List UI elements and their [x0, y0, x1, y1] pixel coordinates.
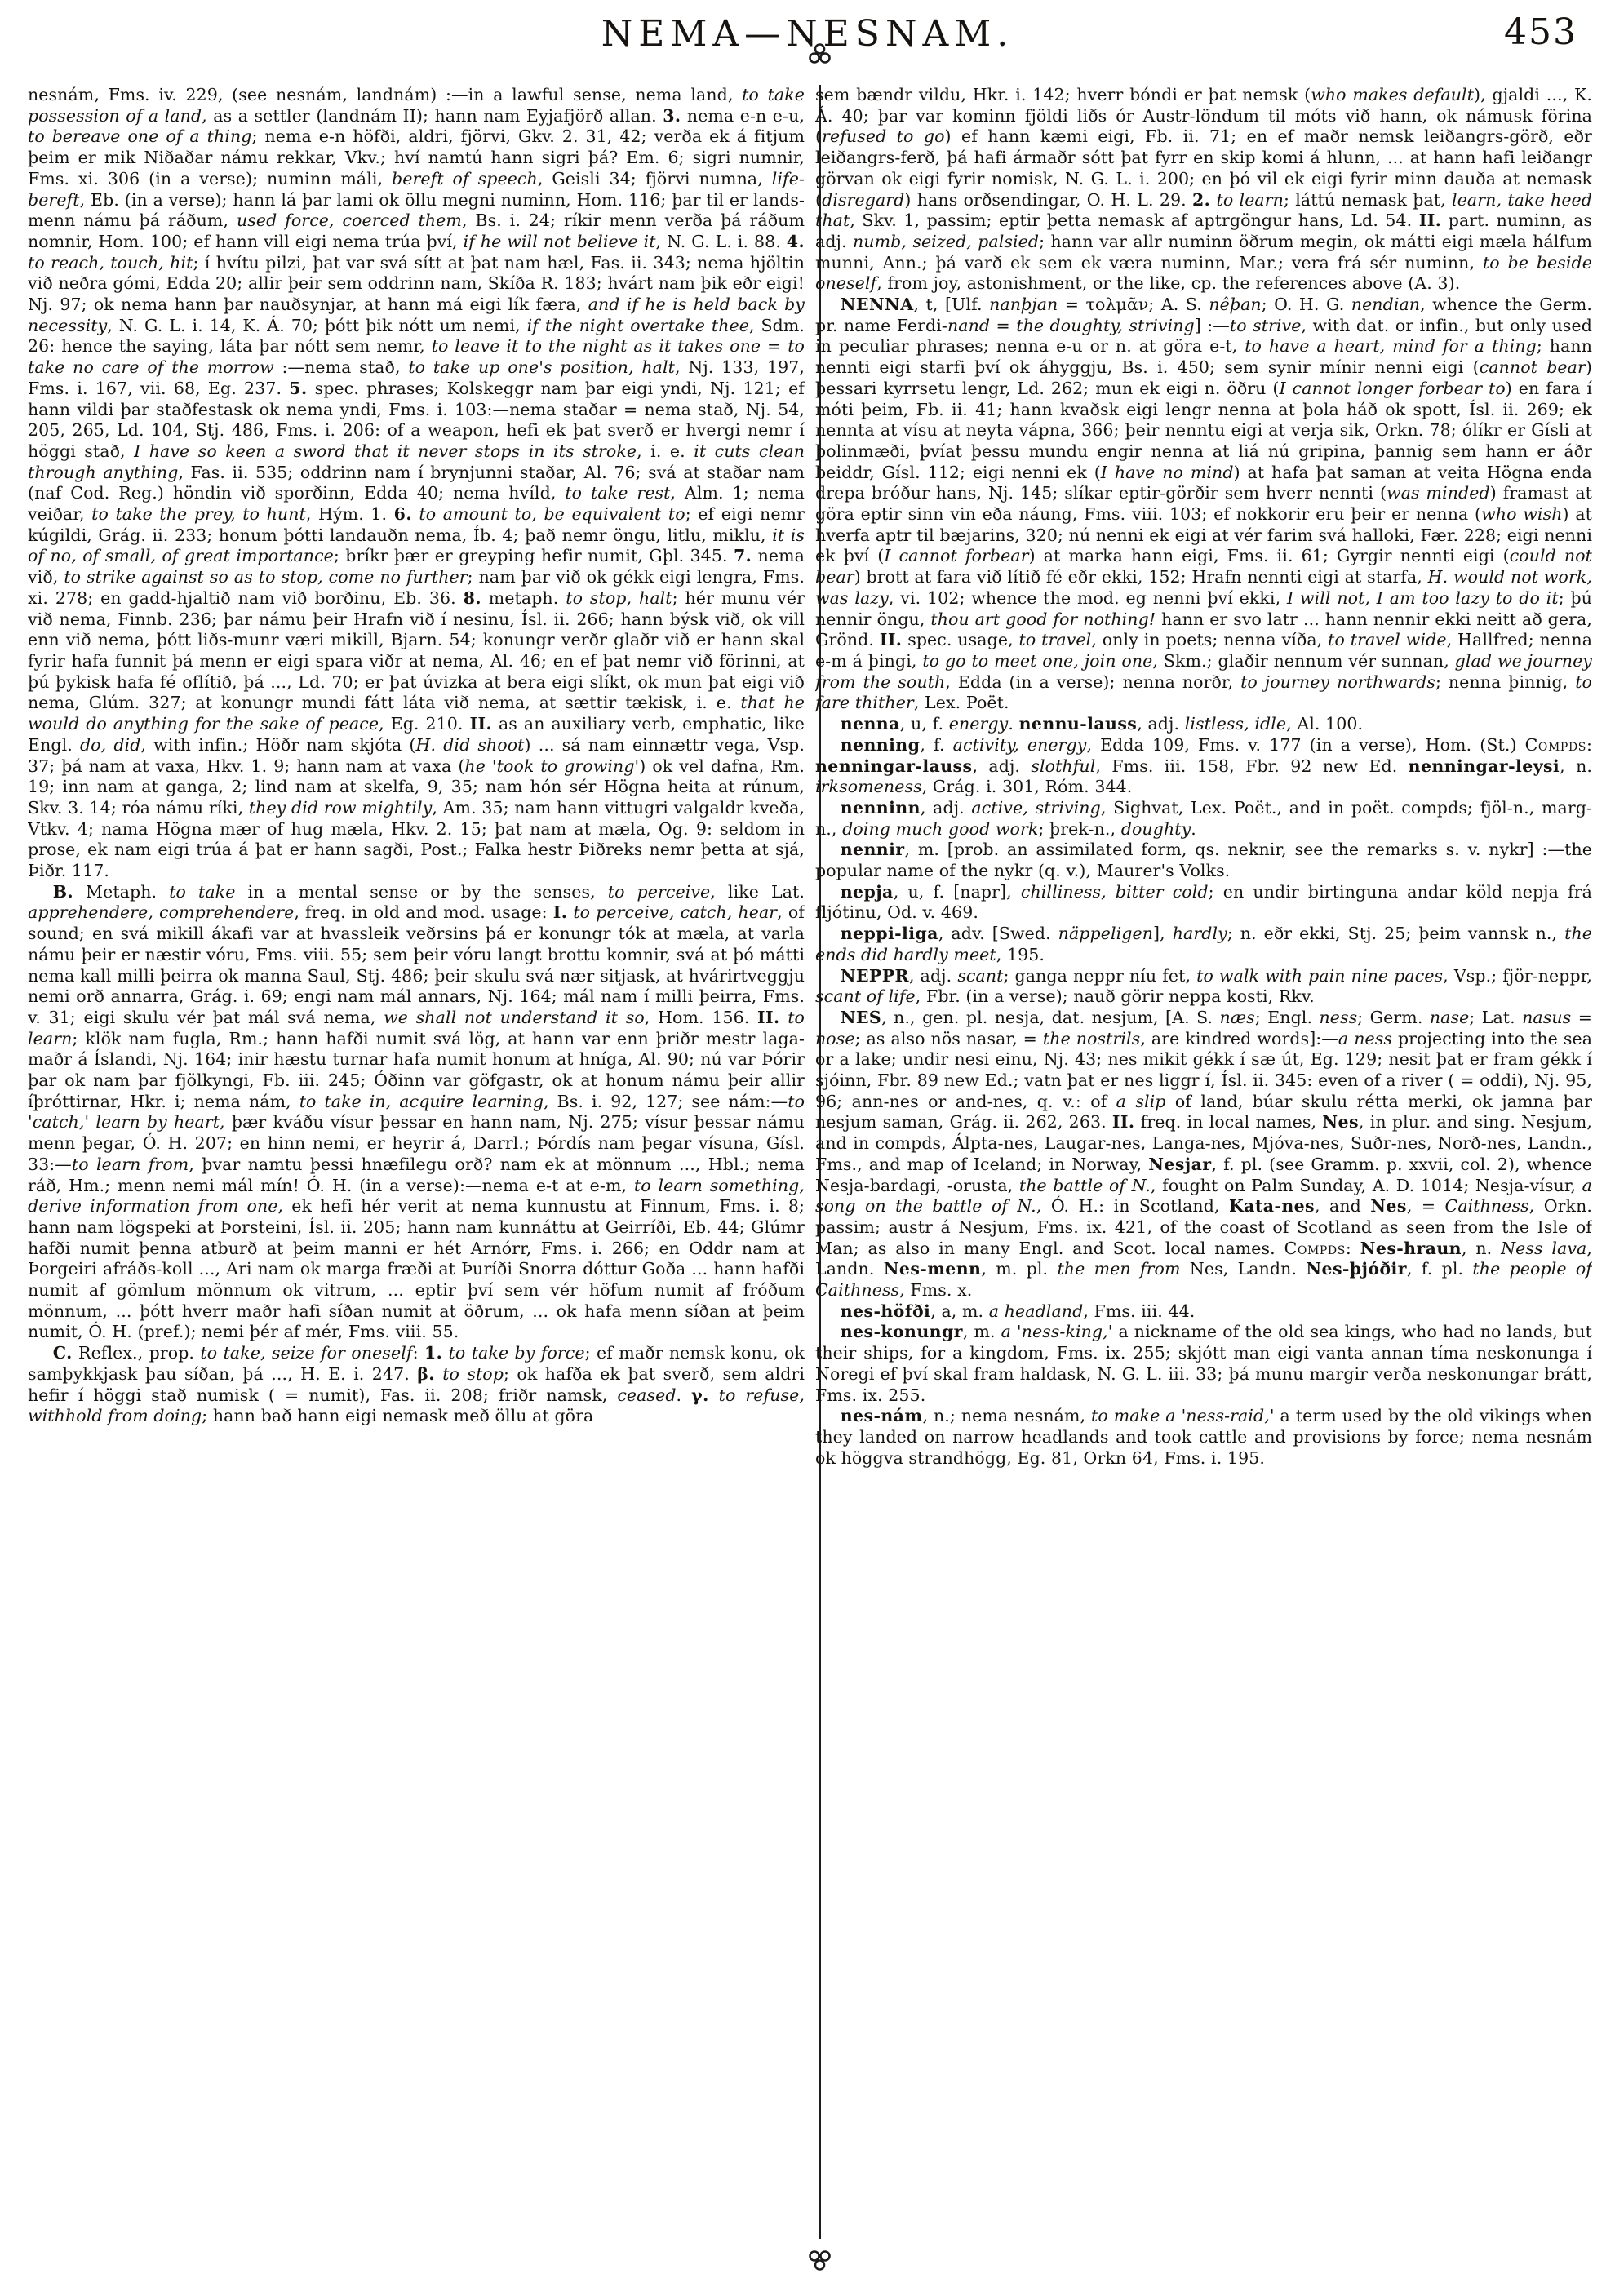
right-column — [815, 85, 1592, 2265]
page-title: NEMA—NESNAM. — [601, 13, 1014, 55]
trefoil-ornament-top-icon — [807, 42, 832, 65]
paragraph: NENNA, t, [Ulf. nanþjan = τολμᾶν; A. S. nêþan; O. H. G. nendian, whence the Germ. pr. name Ferdi-nand = the doughty, striving] :—to strive, with dat. or infin., but only used in peculiar phrases; nenna e-u or n. at göra e-t, to have a heart, mind for a thing; hann nennti eigi starfi því ok áhyggju, Bs. i. 450; sem synir mínir nenni eigi (cannot bear) þessari kyrrsetu lengr, Ld. 262; mun ek eigi n. öðru (I cannot longer forbear to) en fara í móti þeim, Fb. ii. 41; hann kvaðsk eigi lengr nenna at þola háð ok spott, Ísl. ii. 269; ek nennta at vísu at neyta vápna, 366; þeir nenntu eigi at verja sik, Orkn. 78; ólíkr er Gísli at þolinmæði, þvíat þessu mundu engir nenna at liá nú gripina, þannig sem hann er áðr beiddr, Gísl. 112; eigi nenni ek (I have no mind) at hafa þat saman at veita Högna enda drepa bróður hans, Nj. 145; slíkar eptir-görðir sem hverr nennti (was minded) framast at göra eptir sinn vin eða náung, Fms. viii. 103; ef nokkorir eru þeir er nenna (who wish) at hverfa aptr til bæjarins, 320; nú nenni ek eigi at vér farim svá halloki, Fær. 228; eigi nenni ek því (I cannot forbear) at marka hann eigi, Fms. ii. 61; Gyrgir nennti eigi (could not bear) brott at fara við lítið fé eðr ekki, 152; Hrafn nennti eigi at starfa, H. would not work, was lazy, vi. 102; whence the mod. eg nenni því ekki, I will not, I am too lazy to do it; þú nennir öngu, thou art good for nothing! hann er svo latr ... hann nennir ekki neitt að gera, Grönd. II. spec. usage, to travel, only in poets; nenna víða, to travel wide, Hallfred; nenna e-m á þingi, to go to meet one, join one, Skm.; glaðir nennum vér sunnan, glad we journey from the south, Edda (in a verse); nenna norðr, to journey northwards; nenna þinnig, to fare thither, Lex. Poët. — [815, 295, 1592, 713]
paragraph: nenninn, adj. active, striving, Sighvat, Lex. Poët., and in poët. compds; fjöl-n., marg-n., doing much good work; þrek-n., doughty. — [815, 797, 1592, 839]
paragraph: NEPPR, adj. scant; ganga neppr níu fet, to walk with pain nine paces, Vsp.; fjör-neppr, scant of life, Fbr. (in a verse); nauð görir neppa kosti, Rkv. — [815, 965, 1592, 1007]
text-columns — [28, 85, 1592, 2265]
paragraph: nepja, u, f. [napr], chilliness, bitter cold; en undir birtinguna andar köld nepja frá fljótinu, Od. v. 469. — [815, 881, 1592, 923]
paragraph: NES, n., gen. pl. nesja, dat. nesjum, [A. S. næs; Engl. ness; Germ. nase; Lat. nasus = nose; as also nös nasar, = the nostrils, are kindred words]:—a ness projecting into the sea or a lake; undir nesi einu, Nj. 43; nes mikit gékk í sæ út, Eg. 129; nesit þat er fram gékk í sjóinn, Fbr. 89 new Ed.; vatn þat er nes liggr í, Ísl. ii. 345: even of a river ( = oddi), Nj. 95, 96; ann-nes or and-nes, q. v.: of a slip of land, búar skulu rétta merki, ok jamna þar nesjum saman, Grág. ii. 262, 263. II. freq. in local names, Nes, in plur. and sing. Nesjum, and in compds, Álpta-nes, Laugar-nes, Langa-nes, Mjóva-nes, Suðr-nes, Norð-nes, Landn., Fms., and map of Iceland; in Norway, Nesjar, f. pl. (see Gramm. p. xxvii, col. 2), whence Nesja-bardagi, -orusta, the battle of N., fought on Palm Sunday, A. D. 1014; Nesja-vísur, a song on the battle of N., Ó. H.: in Scotland, Kata-nes, and Nes, = Caithness, Orkn. passim; austr á Nesjum, Fms. ix. 421, of the coast of Scotland as seen from the Isle of Man; as also in many Engl. and Scot. local names. Compds: Nes-hraun, n. Ness lava, Landn. Nes-menn, m. pl. the men from Nes, Landn. Nes-þjóðir, f. pl. the people of Caithness, Fms. x. — [815, 1007, 1592, 1301]
paragraph: B. Metaph. to take in a mental sense or by the senses, to perceive, like Lat. apprehendere, comprehendere, freq. in old and mod. usage: I. to perceive, catch, hear, of sound; en svá mikill ákafi var at hvassleik veðrsins þá er konungr tók at mæla, at varla námu þeir er næstir vóru, Fms. viii. 55; sem þeir vóru langt brottu komnir, svá at þó mátti nema kall milli þeirra ok manna Saul, Stj. 486; þeir skulu svá nær sitjask, at hvárirtveggju nemi orð annarra, Grág. i. 69; engi nam mál annars, Nj. 164; mál nam í milli þeirra, Fms. v. 31; eigi skulu vér þat mál svá nema, we shall not understand it so, Hom. 156. II. to learn; klök nam fugla, Rm.; hann hafði numit svá lög, at hann var enn þriðr mestr laga-maðr á Íslandi, Nj. 164; inir hæstu turnar hafa numit honum at hníga, Al. 90; nú var Þórir þar ok nam þar fjölkyngi, Fb. iii. 245; Óðinn var göfgastr, ok at honum námu þeir allir íþróttirnar, Hkr. i; nema nám, to take in, acquire learning, Bs. i. 92, 127; see nám:—to 'catch,' learn by heart, þær kváðu vísur þessar en hann nam, Nj. 275; vísur þessar námu menn þegar, Ó. H. 207; en hinn nemi, er heyrir á, Darrl.; Þórdís nam þegar vísuna, Gísl. 33:—to learn from, þvar namtu þessi hnæfilegu orð? nam ek at mönnum ..., Hbl.; nema ráð, Hm.; menn nemi mál mín! Ó. H. (in a verse):—nema e-t at e-m, to learn something, derive information from one, ek hefi hér verit at nema kunnustu at Finnum, Fms. i. 8; hann nam lögspeki at Þorsteini, Ísl. ii. 205; hann nam kunnáttu at Geirríði, Eb. 44; Glúmr hafði numit þenna atburð at þeim manni er hét Arnórr, Fms. i. 266; en Oddr nam at Þorgeiri afráðs-koll ..., Ari nam ok marga fræði at Þuríði Snorra dóttur Goða ... hann hafði numit af gömlum mönnum ok vitrum, ... eptir því sem vér höfum numit af fróðum mönnum, ... þótt hverr maðr hafi síðan numit at öðrum, ... ok hafa menn síðan at þeim numit, Ó. H. (pref.); nemi þér af mér, Fms. viii. 55. — [28, 881, 805, 1342]
paragraph: nes-konungr, m. a 'ness-king,' a nickname of the old sea kings, who had no lands, but their ships, for a kingdom, Fms. ix. 255; skjótt man eigi vanta annan tíma neskonunga í Noregi ef því skal fram haldask, N. G. L. iii. 33; þá munu margir verða neskonungar brátt, Fms. ix. 255. — [815, 1322, 1592, 1405]
paragraph: C. Reflex., prop. to take, seize for oneself: 1. to take by force; ef maðr nemsk konu, ok samþykkjask þau síðan, þá ..., H. E. i. 247. β. to stop; ok hafða ek þat sverð, sem aldri hefir í höggi stað numisk ( = numit), Fas. ii. 208; friðr namsk, ceased. γ. to refuse, withhold from doing; hann bað hann eigi nemask með öllu at göra — [28, 1343, 805, 1426]
paragraph: nes-nám, n.; nema nesnám, to make a 'ness-raid,' a term used by the old vikings when they landed on narrow headlands and took cattle and provisions by force; nema nesnám ok höggva strandhögg, Eg. 81, Orkn 64, Fms. i. 195. — [815, 1406, 1592, 1468]
paragraph: nenna, u, f. energy. nennu-lauss, adj. listless, idle, Al. 100. — [840, 714, 1364, 734]
paragraph: neppi-liga, adv. [Swed. näppeligen], hardly; n. eðr ekki, Stj. 25; þeim vannsk n., the ends did hardly meet, 195. — [815, 924, 1592, 964]
page-number: 453 — [1504, 11, 1577, 53]
left-column — [28, 85, 805, 2265]
paragraph: nes-höfði, a, m. a headland, Fms. iii. 44. — [840, 1301, 1196, 1321]
paragraph: nenning, f. activity, energy, Edda 109, Fms. v. 177 (in a verse), Hom. (St.) Compds: nenningar-lauss, adj. slothful, Fms. iii. 158, Fbr. 92 new Ed. nenningar-leysi, n. irksomeness, Grág. i. 301, Róm. 344. — [815, 734, 1592, 797]
paragraph: nennir, m. [prob. an assimilated form, qs. neknir, see the remarks s. v. nykr] :—the popular name of the nykr (q. v.), Maurer's Volks. — [815, 840, 1592, 881]
page-header — [0, 0, 1615, 78]
paragraph: sem bændr vildu, Hkr. i. 142; hverr bóndi er þat nemsk (who makes default), gjaldi ..., K. Á. 40; þar var kominn fjöldi liðs ór Austr-löndum til móts við hann, ok námusk förina (refused to go) ef hann kæmi eigi, Fb. ii. 71; en ef maðr nemsk leiðangrs-görð, eðr leiðangrs-ferð, þá hafi ármaðr sótt þat fyrr en skip komi á hlunn, ... at hann hafi leiðangr görvan ok eigi fyrir nomisk, N. G. L. i. 200; en þó vil ek eigi fyrir minn dauða at nemask (disregard) hans orðsendingar, O. H. L. 29. 2. to learn; láttú nemask þat, learn, take heed that, Skv. 1, passim; eptir þetta nemask af aptrgöngur hans, Ld. 54. II. part. numinn, as adj. numb, seized, palsied; hann var allr numinn öðrum megin, ok mátti eigi mæla hálfum munni, Ann.; þá varð ek sem ek væra numinn, Mar.; vera frá sér numinn, to be beside oneself, from joy, astonishment, or the like, cp. the references above (A. 3). — [815, 85, 1592, 294]
paragraph: nesnám, Fms. iv. 229, (see nesnám, landnám) :—in a lawful sense, nema land, to take possession of a land, as a settler (landnám II); hann nam Eyjafjörð allan. 3. nema e-n e-u, to bereave one of a thing; nema e-n höfði, aldri, fjörvi, Gkv. 2. 31, 42; verða ek á fitjum þeim er mik Niðaðar námu rekkar, Vkv.; hví namtú hann sigri þá? Em. 6; sigri numnir, Fms. xi. 306 (in a verse); numinn máli, bereft of speech, Geisli 34; fjörvi numna, life-bereft, Eb. (in a verse); hann lá þar lami ok öllu megni numinn, Hom. 116; þar til er lands-menn námu þá ráðum, used force, coerced them, Bs. i. 24; ríkir menn verða þá ráðum nomnir, Hom. 100; ef hann vill eigi nema trúa því, if he will not believe it, N. G. L. i. 88. 4. to reach, touch, hit; í hvítu pilzi, þat var svá sítt at þat nam hæl, Fas. ii. 343; nema hjöltin við neðra gómi, Edda 20; allir þeir sem oddrinn nam, Skíða R. 183; hvárt nam þik eðr eigi! Nj. 97; ok nema hann þar nauðsynjar, at hann má eigi lík færa, and if he is held back by necessity, N. G. L. i. 14, K. Á. 70; þótt þik nótt um nemi, if the night overtake thee, Sdm. 26: hence the saying, láta þar nótt sem nemr, to leave it to the night as it takes one = to take no care of the morrow :—nema stað, to take up one's position, halt, Nj. 133, 197, Fms. i. 167, vii. 68, Eg. 237. 5. spec. phrases; Kolskeggr nam þar eigi yndi, Nj. 121; ef hann vildi þar staðfestask ok nema yndi, Fms. i. 103:—nema staðar = nema stað, Nj. 54, 205, 265, Ld. 104, Stj. 486, Fms. i. 206: of a weapon, hefi ek þat sverð er hvergi nemr í höggi stað, I have so keen a sword that it never stops in its stroke, i. e. it cuts clean through anything, Fas. ii. 535; oddrinn nam í brynjunni staðar, Al. 76; svá at staðar nam (naf Cod. Reg.) höndin við sporðinn, Edda 40; nema hvíld, to take rest, Alm. 1; nema veiðar, to take the prey, to hunt, Hým. 1. 6. to amount to, be equivalent to; ef eigi nemr kúgildi, Grág. ii. 233; honum þótti landauðn nema, Íb. 4; það nemr öngu, litlu, miklu, it is of no, of small, of great importance; bríkr þær er greyping hefir numit, Gþl. 345. 7. nema við, to strike against so as to stop, come no further; nam þar við ok gékk eigi lengra, Fms. xi. 278; en gadd-hjaltið nam við borðinu, Eb. 36. 8. metaph. to stop, halt; hér munu vér við nema, Finnb. 236; þar námu þeir Hrafn við í nesinu, Ísl. ii. 266; hann býsk við, ok vill enn við nema, þótt liðs-munr væri mikill, Bjarn. 54; konungr verðr glaðr við er hann skal fyrir hafa funnit þá menn er eigi spara viðr at nema, Al. 46; en ef þat nemr við förinni, at þú þykisk hafa fé oflítið, þá ..., Ld. 70; er þat úvizka at bera eigi slíkt, ok mun þat eigi við nema, Glúm. 327; at konungr mundi fátt láta við nema, at sættir tækisk, i. e. that he would do anything for the sake of peace, Eg. 210. II. as an auxiliary verb, emphatic, like Engl. do, did, with infin.; Höðr nam skjóta (H. did shoot) ... sá nam einnættr vega, Vsp. 37; þá nam at vaxa, Hkv. 1. 9; hann nam at vaxa (he 'took to growing') ok vel dafna, Rm. 19; inn nam at ganga, 2; lind nam at skelfa, 9, 35; nam hón sér Högna heita at rúnum, Skv. 3. 14; róa námu ríki, they did row mightily, Am. 35; nam hann vittugri valgaldr kveða, Vtkv. 4; nama Högna mær of hug mæla, Hkv. 2. 15; þat nam at mæla, Og. 9: seldom in prose, ek nam eigi trúa á þat er hann sagði, Post.; Falka hestr Þiðreks nemr þetta at sjá, Þiðr. 117. — [28, 85, 805, 881]
